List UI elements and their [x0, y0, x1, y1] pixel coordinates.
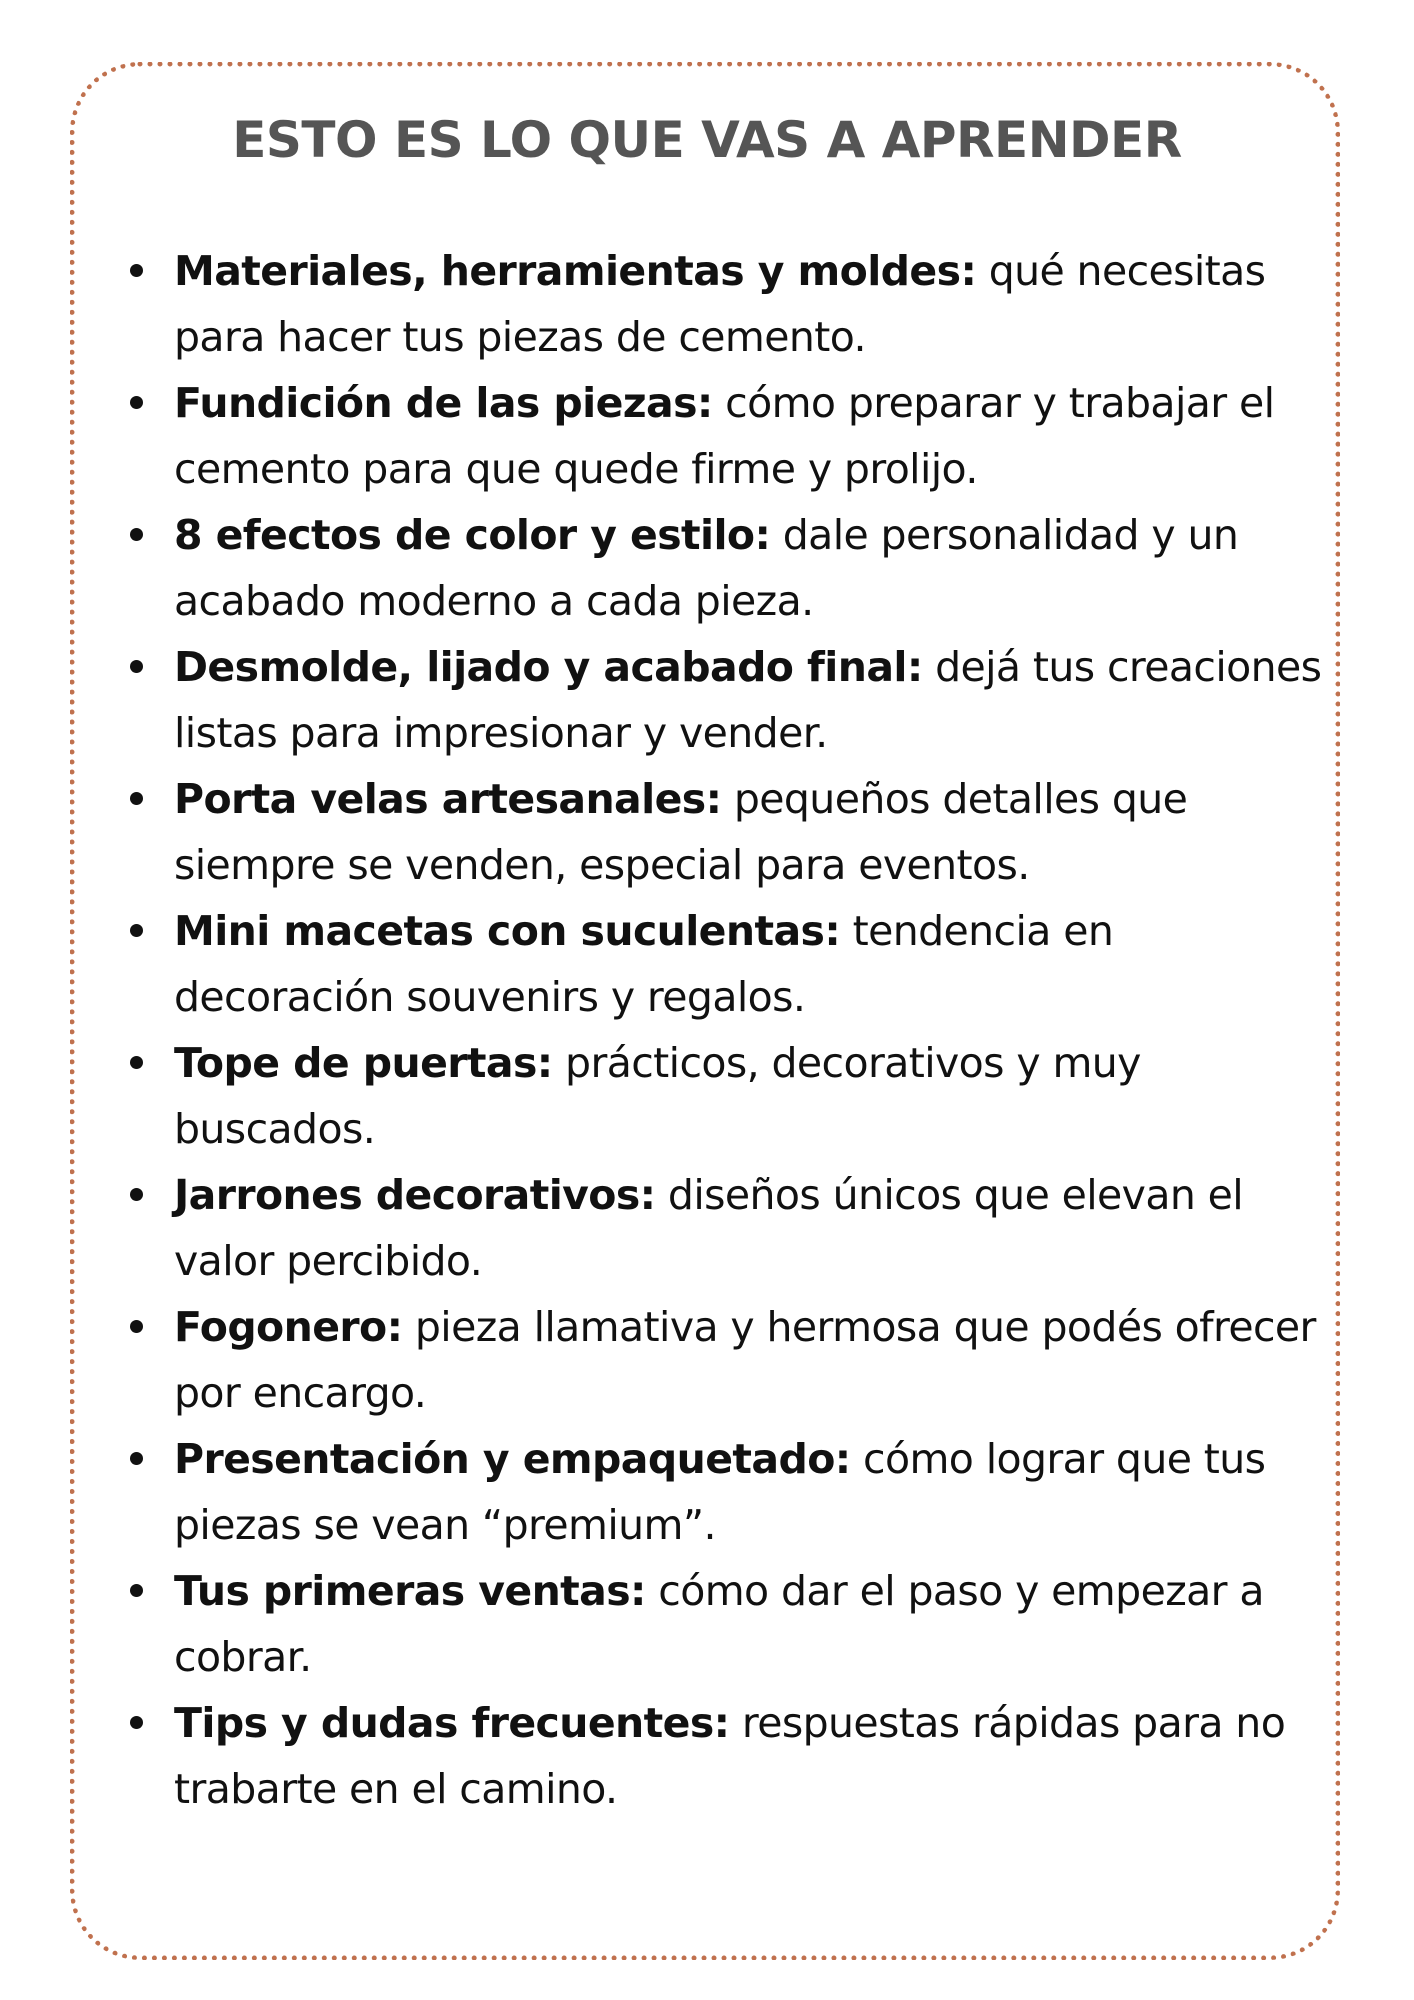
page-title: ESTO ES LO QUE VAS A APRENDER — [232, 111, 1182, 169]
topic-title: Porta velas artesanales: — [174, 775, 722, 823]
topic-title: Presentación y empaquetado: — [174, 1435, 851, 1483]
topic-title: Materiales, herramientas y moldes: — [174, 247, 977, 295]
bullet-icon — [130, 264, 143, 277]
bullet-icon — [130, 660, 143, 673]
bullet-icon — [130, 1056, 143, 1069]
topic-text: cómo dar el paso y empezar a cobrar. — [174, 1567, 1264, 1681]
topic-item-tope-puertas — [122, 1030, 1332, 1162]
bullet-icon — [130, 528, 143, 541]
bullet-icon — [130, 1452, 143, 1465]
topic-title: Tus primeras ventas: — [174, 1567, 646, 1615]
bullet-icon — [130, 1320, 143, 1333]
topic-title: 8 efectos de color y estilo: — [174, 511, 771, 559]
topic-item-mini-macetas — [122, 898, 1332, 1030]
bullet-icon — [130, 924, 143, 937]
topic-title: Tips y dudas frecuentes: — [174, 1699, 730, 1747]
topic-item-tips — [122, 1690, 1332, 1822]
topic-item-jarrones — [122, 1162, 1332, 1294]
topic-text: prácticos, decorativos y muy buscados. — [174, 1039, 1141, 1153]
bullet-icon — [130, 1716, 143, 1729]
topic-text: cómo lograr que tus piezas se vean “premium”. — [174, 1435, 1266, 1549]
topic-text: dale personalidad y un acabado moderno a cada pieza. — [174, 511, 1239, 625]
bullet-icon — [130, 792, 143, 805]
bullet-icon — [130, 1188, 143, 1201]
bullet-icon — [130, 396, 143, 409]
topic-text: pequeños detalles que siempre se venden, especial para eventos. — [174, 775, 1188, 889]
topic-text: pieza llamativa y hermosa que podés ofrecer por encargo. — [174, 1303, 1316, 1417]
topic-title: Tope de puertas: — [174, 1039, 553, 1087]
topic-title: Fundición de las piezas: — [174, 379, 713, 427]
topic-text: cómo preparar y trabajar el cemento para que quede firme y prolijo. — [174, 379, 1275, 493]
topic-title: Jarrones decorativos: — [174, 1171, 656, 1219]
topic-text: diseños únicos que elevan el valor percibido. — [174, 1171, 1244, 1285]
topic-item-porta-velas — [122, 766, 1332, 898]
bullet-icon — [130, 1584, 143, 1597]
topic-item-fogonero — [122, 1294, 1332, 1426]
topics-list — [122, 238, 1332, 1822]
topic-text: respuestas rápidas para no trabarte en el camino. — [174, 1699, 1286, 1813]
topic-item-primeras-ventas — [122, 1558, 1332, 1690]
topic-item-presentacion — [122, 1426, 1332, 1558]
topic-item-desmolde — [122, 634, 1332, 766]
topic-item-efectos — [122, 502, 1332, 634]
topic-item-materiales — [122, 238, 1332, 370]
topic-text: dejá tus creaciones listas para impresionar y vender. — [174, 643, 1322, 757]
topic-title: Fogonero: — [174, 1303, 403, 1351]
topic-text: tendencia en decoración souvenirs y regalos. — [174, 907, 1114, 1021]
topic-title: Mini macetas con suculentas: — [174, 907, 841, 955]
topic-title: Desmolde, lijado y acabado final: — [174, 643, 923, 691]
topic-text: qué necesitas para hacer tus piezas de cemento. — [174, 247, 1266, 361]
topic-item-fundicion — [122, 370, 1332, 502]
